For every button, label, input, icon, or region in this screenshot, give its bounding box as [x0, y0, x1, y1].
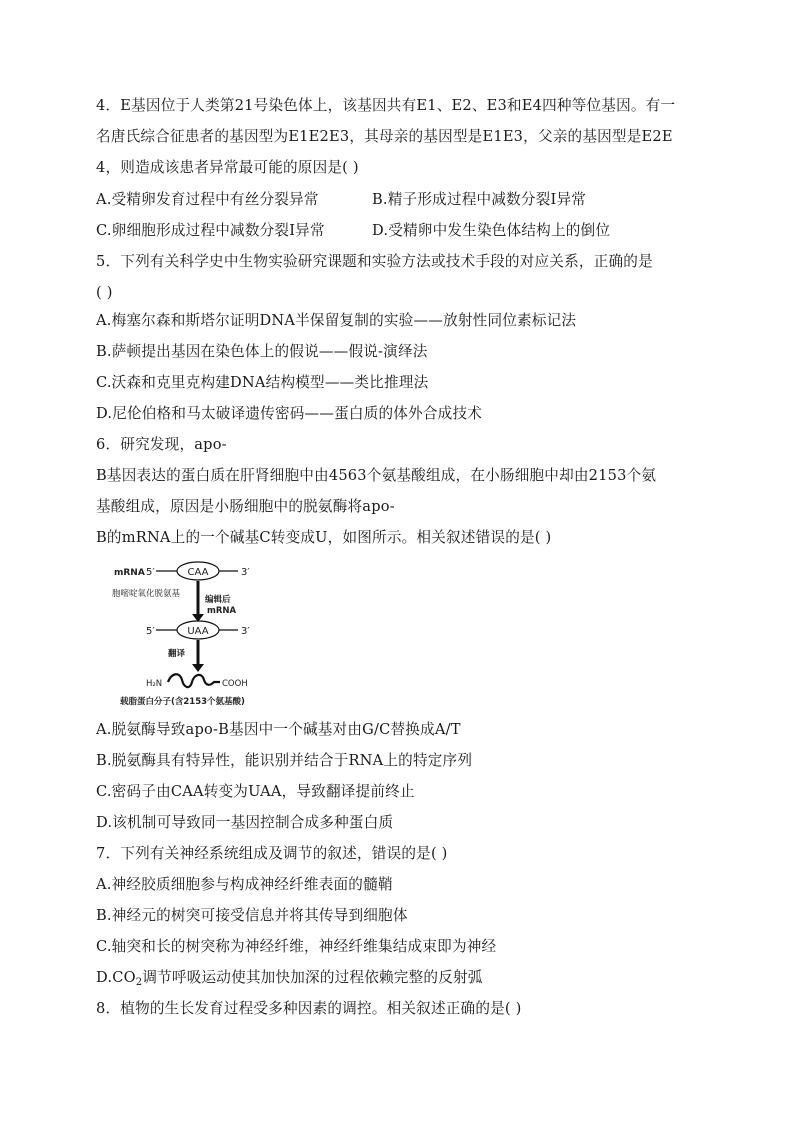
fig-edited-label-2: mRNA — [207, 606, 237, 616]
q4-option-b: B.精子形成过程中减数分裂Ⅰ异常 — [372, 191, 587, 208]
q7-option-d — [96, 968, 483, 988]
q7-stem: 7．下列有关神经系统组成及调节的叙述，错误的是( ) — [96, 845, 448, 862]
q5-option-a: A.梅塞尔森和斯塔尔证明DNA半保留复制的实验——放射性同位素标记法 — [96, 312, 577, 329]
fig-mrna-label: mRNA — [114, 568, 145, 578]
q5-stem-line-1: 5．下列有关科学史中生物实验研究课题和实验方法或技术手段的对应关系，正确的是 — [96, 253, 653, 270]
q5-stem-line-2: ( ) — [96, 284, 113, 301]
fig-edited-label-1: 编辑后 — [205, 595, 231, 605]
fig-n-terminus: H₂N — [146, 679, 163, 689]
q5-option-c: C.沃森和克里克构建DNA结构模型——类比推理法 — [96, 374, 429, 391]
q6-option-b: B.脱氨酶具有特异性，能识别并结合于RNA上的特定序列 — [96, 752, 473, 769]
q6-stem-line-1: 6．研究发现，apo- — [96, 436, 227, 453]
q4-stem-line-3: 4，则造成该患者异常最可能的原因是( ) — [96, 159, 359, 176]
fig-codon-uaa: UAA — [187, 626, 209, 637]
q4-option-d: D.受精卵中发生染色体结构上的倒位 — [372, 222, 611, 239]
q7-option-b: B.神经元的树突可接受信息并将其传导到细胞体 — [96, 907, 408, 924]
q4-stem-line-1: 4．E基因位于人类第21号染色体上，该基因共有E1、E2、E3和E4四种等位基因。有一 — [96, 97, 676, 114]
q7-option-a: A.神经胶质细胞参与构成神经纤维表面的髓鞘 — [96, 876, 393, 893]
q4-stem-line-2: 名唐氏综合征患者的基因型为E1E2E3，其母亲的基因型是E1E3，父亲的基因型是E2E — [96, 128, 673, 145]
q6-option-a: A.脱氨酶导致apo-B基因中一个碱基对由G/C替换成A/T — [96, 721, 461, 738]
fig-c-terminus: COOH — [222, 679, 248, 689]
q4-option-a: A.受精卵发育过程中有丝分裂异常 — [96, 191, 319, 208]
fig-3prime-bottom: 3′ — [241, 626, 250, 637]
fig-codon-caa: CAA — [187, 567, 209, 578]
fig-translation-label: 翻译 — [168, 649, 186, 659]
fig-arrowhead-translate — [192, 664, 204, 672]
mrna-editing-diagram — [110, 558, 300, 710]
q6-option-c: C.密码子由CAA转变为UAA，导致翻译提前终止 — [96, 783, 415, 800]
q5-option-b: B.萨顿提出基因在染色体上的假说——假说-演绎法 — [96, 343, 428, 360]
q6-stem-line-4: B的mRNA上的一个碱基C转变成U，如图所示。相关叙述错误的是( ) — [96, 529, 552, 546]
q7-option-d-subscript: 2 — [135, 977, 143, 988]
q6-stem-line-2: B基因表达的蛋白质在肝肾细胞中由4563个氨基酸组成，在小肠细胞中却由2153个氨 — [96, 467, 657, 484]
q6-option-d: D.该机制可导致同一基因控制合成多种蛋白质 — [96, 814, 394, 831]
q5-option-d: D.尼伦伯格和马太破译遗传密码——蛋白质的体外合成技术 — [96, 405, 483, 422]
q7-option-d-pre: D.CO — [96, 969, 136, 986]
q7-option-c: C.轴突和长的树突称为神经纤维，神经纤维集结成束即为神经 — [96, 938, 497, 955]
fig-5prime-top: 5′ — [146, 567, 155, 578]
fig-protein-label: 载脂蛋白分子(含2153个氨基酸) — [120, 697, 245, 707]
fig-protein-chain — [168, 674, 220, 687]
q7-option-d-post: 调节呼吸运动使其加快加深的过程依赖完整的反射弧 — [142, 969, 483, 986]
fig-5prime-bottom: 5′ — [146, 626, 155, 637]
fig-enzyme-label: 胞嘧啶氧化脱氨基 — [112, 589, 181, 599]
fig-3prime-top: 3′ — [241, 567, 250, 578]
q8-stem: 8．植物的生长发育过程受多种因素的调控。相关叙述正确的是( ) — [96, 1000, 522, 1017]
q6-stem-line-3: 基酸组成，原因是小肠细胞中的脱氨酶将apo- — [96, 498, 395, 515]
q4-option-c: C.卵细胞形成过程中减数分裂Ⅰ异常 — [96, 222, 325, 239]
